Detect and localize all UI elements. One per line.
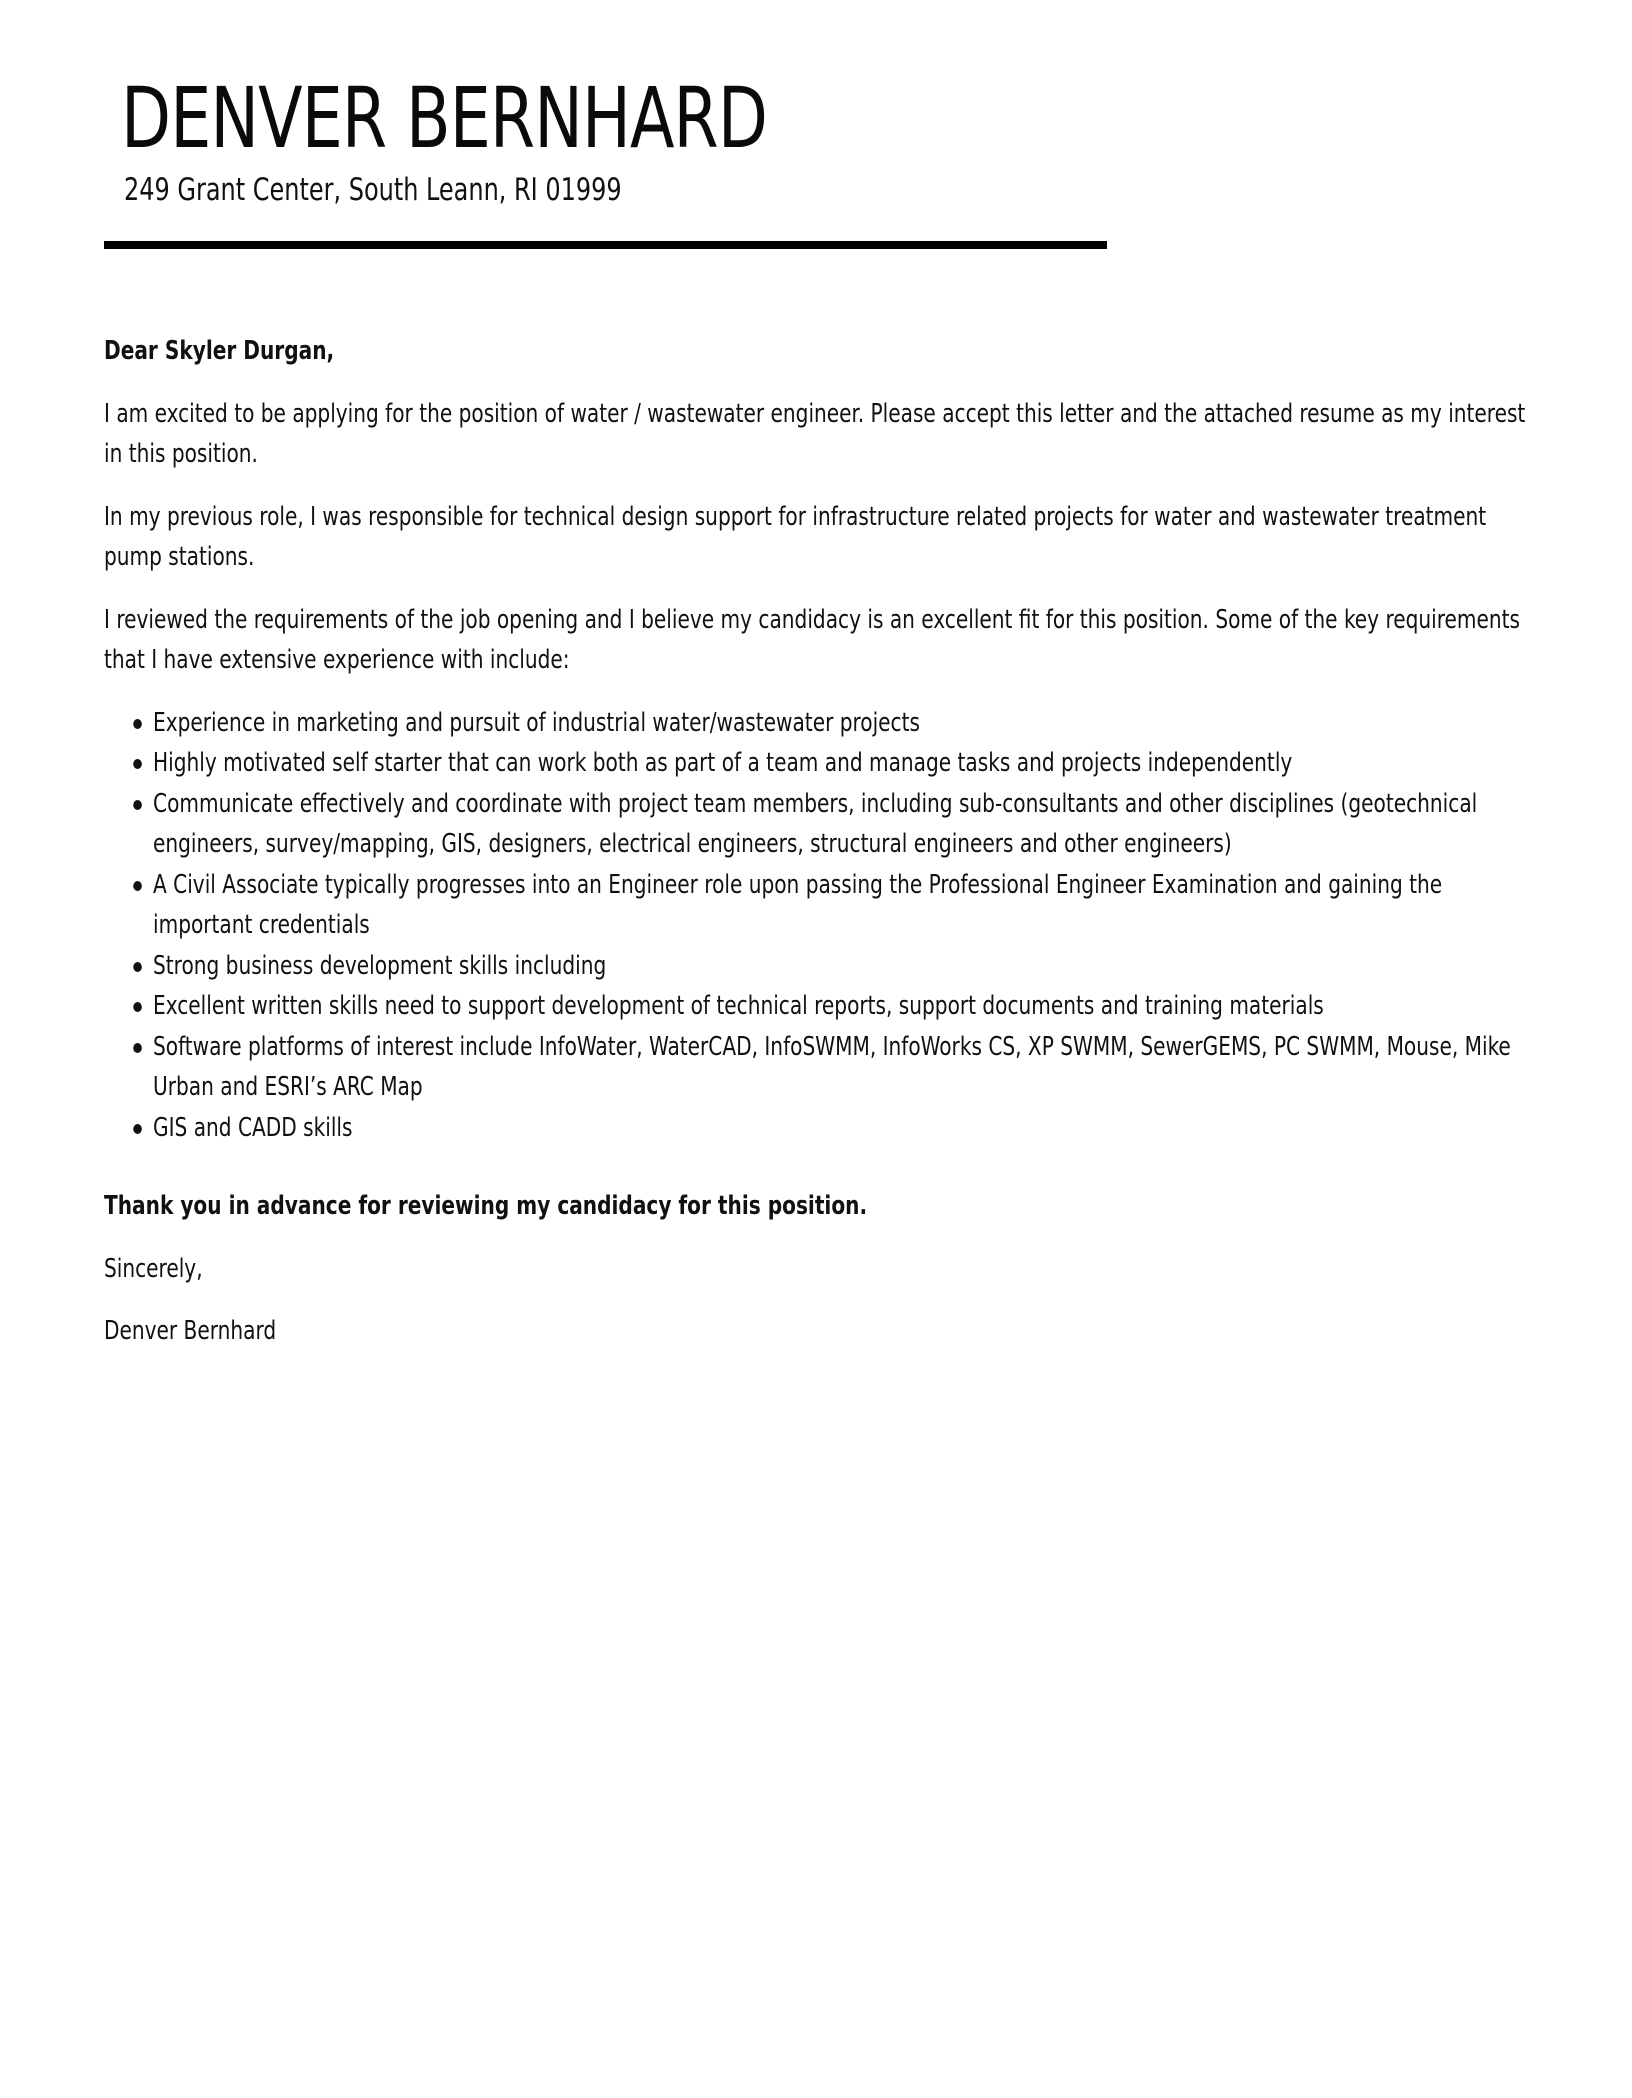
bullet-icon xyxy=(133,881,142,891)
greeting: Dear Skyler Durgan, xyxy=(104,336,335,366)
list-item-text: GIS and CADD skills xyxy=(153,1112,353,1143)
paragraph-intro: I am excited to be applying for the position of water / wastewater engineer. Please accept this letter and the attached resume as my interest in this position. xyxy=(104,398,1526,469)
list-item xyxy=(104,946,1532,987)
requirements-list xyxy=(104,703,1532,1149)
list-item xyxy=(104,784,1532,865)
bullet-icon xyxy=(133,1043,142,1053)
paragraph-previous-role: In my previous role, I was responsible for technical design support for infrastructure related projects for water and wastewater treatment pump stations. xyxy=(104,501,1487,572)
list-item xyxy=(104,1027,1532,1108)
list-item xyxy=(104,865,1532,946)
list-item-text: Excellent written skills need to support development of technical reports, support documents and training materials xyxy=(153,991,1324,1021)
header-divider xyxy=(104,241,1107,249)
bullet-icon xyxy=(133,1002,142,1012)
letter-body xyxy=(104,331,1532,1374)
list-item xyxy=(104,743,1532,784)
bullet-icon xyxy=(133,759,142,769)
list-item-text: Highly motivated self starter that can work both as part of a team and manage tasks and projects independently xyxy=(153,748,1293,778)
bullet-icon xyxy=(133,1124,142,1134)
list-item-text: A Civil Associate typically progresses into an Engineer role upon passing the Professional Engineer Examination and gaining the important credentials xyxy=(153,869,1443,940)
paragraph-requirements-intro: I reviewed the requirements of the job opening and I believe my candidacy is an excellent fit for this position. Some of the key requirements that I have extensive experience with include: xyxy=(104,604,1520,675)
list-item xyxy=(104,986,1532,1027)
list-item-text: Experience in marketing and pursuit of industrial water/wastewater projects xyxy=(153,707,920,738)
signature: Denver Bernhard xyxy=(104,1316,277,1346)
list-item xyxy=(104,703,1532,744)
list-item-text: Strong business development skills including xyxy=(153,950,607,981)
bullet-icon xyxy=(133,719,142,729)
signoff: Sincerely, xyxy=(104,1253,203,1284)
list-item-text: Software platforms of interest include InfoWater, WaterCAD, InfoSWMM, InfoWorks CS, XP SWMM, SewerGEMS, PC SWMM, Mouse, Mike Urban and ESRI’s ARC Map xyxy=(153,1031,1511,1102)
applicant-name: DENVER BERNHARD xyxy=(121,69,768,167)
bullet-icon xyxy=(133,800,142,810)
list-item xyxy=(104,1108,1532,1149)
bullet-icon xyxy=(133,962,142,972)
list-item-text: Communicate effectively and coordinate with project team members, including sub-consultants and other disciplines (geotechnical engineers, survey/mapping, GIS, designers, electrical engineers, structural engineers and other engineers) xyxy=(153,788,1478,859)
applicant-address: 249 Grant Center, South Leann, RI 01999 xyxy=(124,172,622,208)
closing-statement: Thank you in advance for reviewing my candidacy for this position. xyxy=(104,1191,868,1221)
